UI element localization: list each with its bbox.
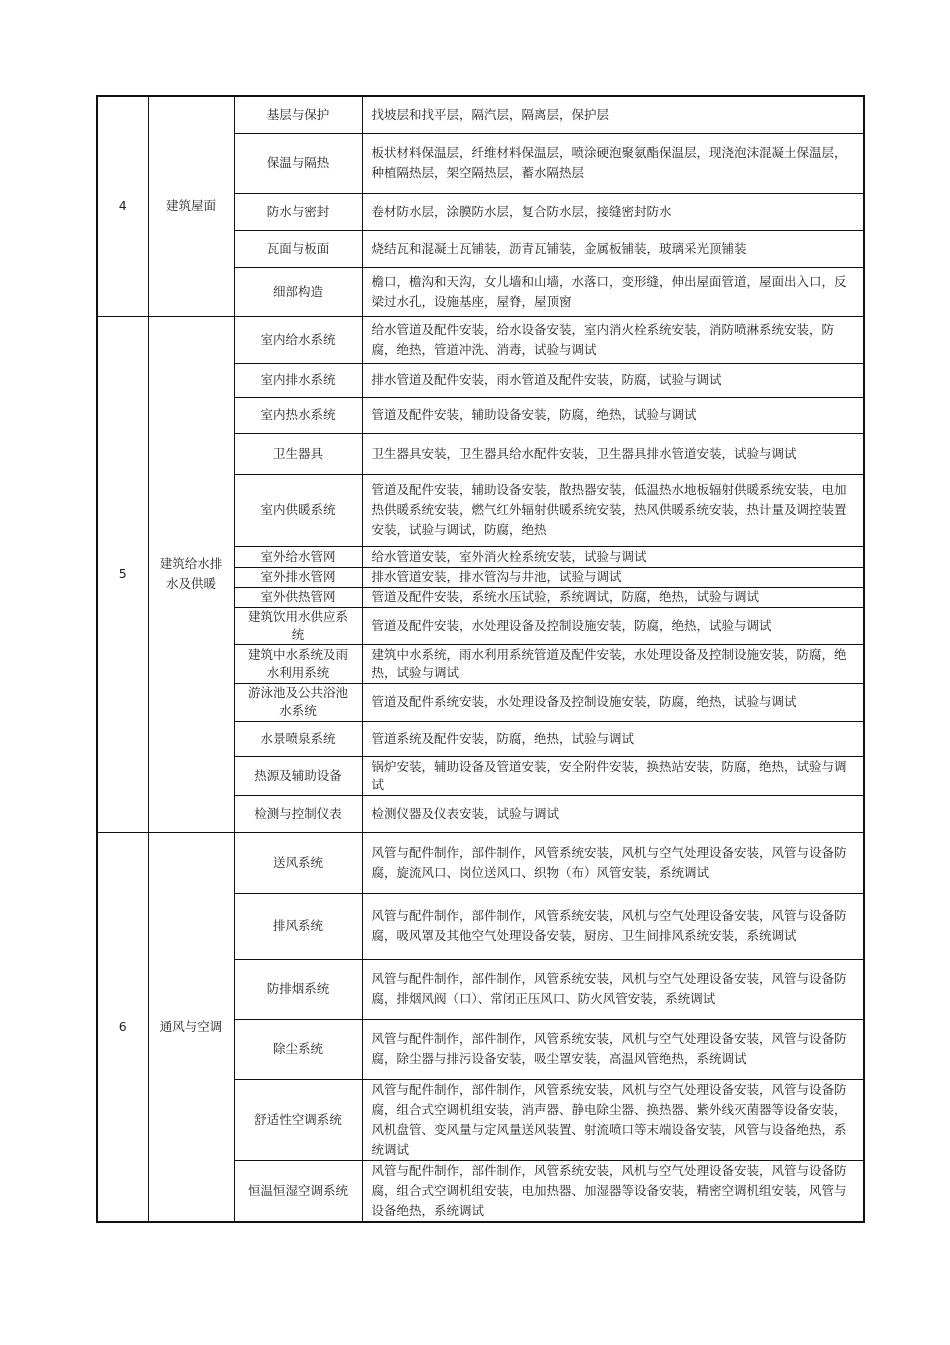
subdivision-items: 排水管道及配件安装，雨水管道及配件安装，防腐，试验与调试 — [362, 363, 864, 397]
subdivision-items: 管道及配件安装，辅助设备安装，防腐，绝热，试验与调试 — [362, 397, 864, 433]
table-row — [97, 96, 864, 133]
subdivision-items: 管道及配件安装，水处理设备及控制设施安装，防腐，绝热，试验与调试 — [362, 607, 864, 644]
subdivision-name: 除尘系统 — [234, 1019, 362, 1079]
subdivision-items: 排水管道安装，排水管沟与井池，试验与调试 — [362, 567, 864, 587]
subdivision-items: 风管与配件制作，部件制作，风管系统安装，风机与空气处理设备安装，风管与设备防腐，除尘器与排污设备安装，吸尘罩安装，高温风管绝热，系统调试 — [362, 1019, 864, 1079]
subdivision-items: 卷材防水层，涂膜防水层，复合防水层，接缝密封防水 — [362, 193, 864, 230]
subdivision-items: 管道及配件安装，辅助设备安装，散热器安装，低温热水地板辐射供暖系统安装，电加热供暖系统安装，燃气红外辐射供暖系统安装，热风供暖系统安装，热计量及调控装置安装，试验与调试，防腐，绝热 — [362, 474, 864, 546]
subdivision-name: 细部构造 — [234, 267, 362, 316]
specification-table — [96, 95, 865, 1223]
subdivision-items: 给水管道及配件安装，给水设备安装，室内消火栓系统安装，消防喷淋系统安装，防腐，绝热，管道冲洗、消毒，试验与调试 — [362, 316, 864, 363]
subdivision-name: 排风系统 — [234, 893, 362, 959]
subdivision-items: 烧结瓦和混凝土瓦铺装，沥青瓦铺装，金属板铺装，玻璃采光顶铺装 — [362, 230, 864, 267]
subdivision-name: 保温与隔热 — [234, 133, 362, 193]
subdivision-items: 板状材料保温层，纤维材料保温层，喷涂硬泡聚氨酯保温层，现浇泡沫混凝土保温层，种植隔热层，架空隔热层，蓄水隔热层 — [362, 133, 864, 193]
subdivision-items: 卫生器具安装，卫生器具给水配件安装，卫生器具排水管道安装，试验与调试 — [362, 433, 864, 474]
group-number: 5 — [97, 316, 148, 832]
subdivision-name: 卫生器具 — [234, 433, 362, 474]
subdivision-name: 游泳池及公共浴池水系统 — [234, 683, 362, 721]
subdivision-name: 瓦面与板面 — [234, 230, 362, 267]
subdivision-name: 防排烟系统 — [234, 959, 362, 1019]
subdivision-items: 风管与配件制作，部件制作，风管系统安装，风机与空气处理设备安装，风管与设备防腐，旋流风口、岗位送风口、织物（布）风管安装，系统调试 — [362, 832, 864, 893]
subdivision-name: 检测与控制仪表 — [234, 795, 362, 832]
subdivision-name: 防水与密封 — [234, 193, 362, 230]
subdivision-name: 热源及辅助设备 — [234, 756, 362, 795]
subdivision-name: 恒温恒湿空调系统 — [234, 1160, 362, 1222]
subdivision-name: 室外给水管网 — [234, 546, 362, 567]
subdivision-name: 基层与保护 — [234, 96, 362, 133]
table-row — [97, 832, 864, 893]
subdivision-items: 檐口，檐沟和天沟，女儿墙和山墙，水落口，变形缝，伸出屋面管道，屋面出入口，反梁过水孔，设施基座，屋脊，屋顶窗 — [362, 267, 864, 316]
subdivision-name: 建筑中水系统及雨水利用系统 — [234, 644, 362, 683]
subdivision-name: 舒适性空调系统 — [234, 1079, 362, 1160]
subdivision-items: 风管与配件制作，部件制作，风管系统安装，风机与空气处理设备安装，风管与设备防腐，组合式空调机组安装，电加热器、加湿器等设备安装，精密空调机组安装，风管与设备绝热，系统调试 — [362, 1160, 864, 1222]
subdivision-items: 风管与配件制作，部件制作，风管系统安装，风机与空气处理设备安装，风管与设备防腐，吸风罩及其他空气处理设备安装，厨房、卫生间排风系统安装，系统调试 — [362, 893, 864, 959]
division-name: 建筑给水排水及供暖 — [148, 316, 234, 832]
group-number: 6 — [97, 832, 148, 1222]
subdivision-items: 给水管道安装，室外消火栓系统安装，试验与调试 — [362, 546, 864, 567]
subdivision-name: 室内供暖系统 — [234, 474, 362, 546]
subdivision-items: 风管与配件制作，部件制作，风管系统安装，风机与空气处理设备安装，风管与设备防腐，排烟风阀（口）、常闭正压风口、防火风管安装，系统调试 — [362, 959, 864, 1019]
subdivision-items: 找坡层和找平层，隔汽层，隔离层，保护层 — [362, 96, 864, 133]
table-row — [97, 316, 864, 363]
group-number: 4 — [97, 96, 148, 316]
subdivision-items: 建筑中水系统，雨水利用系统管道及配件安装，水处理设备及控制设施安装，防腐，绝热，试验与调试 — [362, 644, 864, 683]
subdivision-name: 送风系统 — [234, 832, 362, 893]
subdivision-name: 室外排水管网 — [234, 567, 362, 587]
subdivision-items: 检测仪器及仪表安装，试验与调试 — [362, 795, 864, 832]
subdivision-items: 管道及配件安装，系统水压试验，系统调试，防腐，绝热，试验与调试 — [362, 587, 864, 607]
subdivision-name: 室内给水系统 — [234, 316, 362, 363]
division-name: 通风与空调 — [148, 832, 234, 1222]
subdivision-items: 管道及配件系统安装，水处理设备及控制设施安装，防腐，绝热，试验与调试 — [362, 683, 864, 721]
subdivision-name: 建筑饮用水供应系统 — [234, 607, 362, 644]
subdivision-name: 室内排水系统 — [234, 363, 362, 397]
subdivision-items: 锅炉安装，辅助设备及管道安装，安全附件安装，换热站安装，防腐，绝热，试验与调试 — [362, 756, 864, 795]
subdivision-name: 室外供热管网 — [234, 587, 362, 607]
subdivision-items: 管道系统及配件安装，防腐，绝热，试验与调试 — [362, 721, 864, 756]
subdivision-name: 室内热水系统 — [234, 397, 362, 433]
subdivision-name: 水景喷泉系统 — [234, 721, 362, 756]
division-name: 建筑屋面 — [148, 96, 234, 316]
subdivision-items: 风管与配件制作，部件制作，风管系统安装，风机与空气处理设备安装，风管与设备防腐，组合式空调机组安装，消声器、静电除尘器、换热器、紫外线灭菌器等设备安装，风机盘管、变风量与定风量送风装置、射流喷口等末端设备安装，风管与设备绝热，系统调试 — [362, 1079, 864, 1160]
